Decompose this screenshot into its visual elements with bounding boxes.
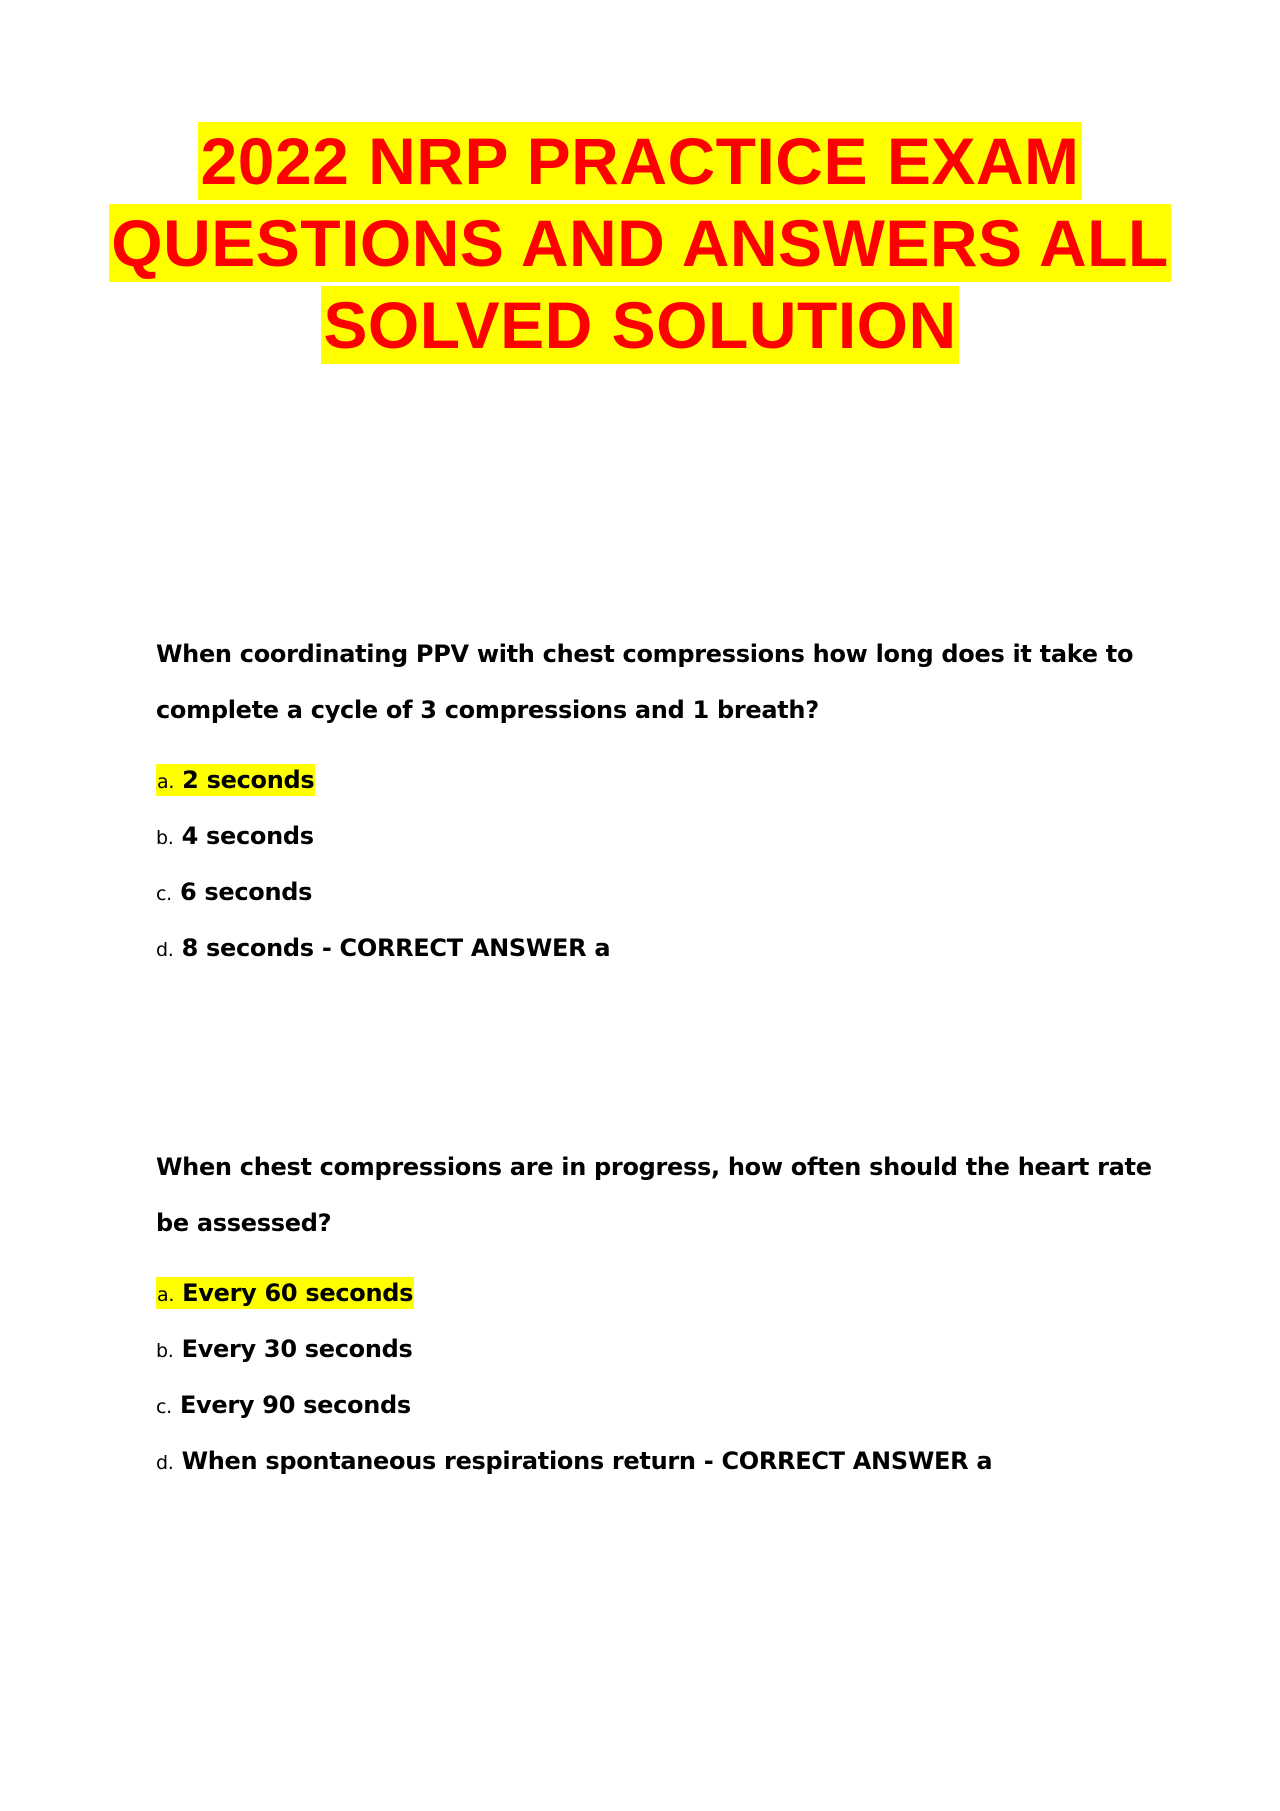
option-text: Every 60 seconds: [182, 1279, 414, 1307]
question-text: When coordinating PPV with chest compressions how long does it take to complete a cycle of 3 compressions and 1 breath?: [156, 640, 1134, 724]
option-letter: a.: [157, 771, 175, 793]
title-line-2: QUESTIONS AND ANSWERS ALL: [111, 206, 1169, 280]
option-c: [156, 1377, 1156, 1433]
option-c: [156, 864, 1156, 920]
option-text: 4 seconds: [181, 822, 314, 850]
title-line-1: 2022 NRP PRACTICE EXAM: [200, 124, 1080, 198]
answer-options: [156, 752, 1156, 976]
option-text: Every 90 seconds: [179, 1391, 411, 1419]
option-a: [156, 752, 1156, 808]
option-letter: a.: [157, 1284, 175, 1306]
option-text: 6 seconds: [179, 878, 313, 906]
title-line-3: SOLVED SOLUTION: [323, 288, 957, 362]
option-d: [156, 920, 1156, 976]
option-text: 8 seconds - CORRECT ANSWER a: [181, 934, 611, 962]
question-text: When chest compressions are in progress, how often should the heart rate be assessed?: [156, 1153, 1152, 1237]
question-1: [156, 626, 1156, 976]
answer-options: [156, 1265, 1156, 1489]
option-text: When spontaneous respirations return - CORRECT ANSWER a: [181, 1447, 993, 1475]
option-letter: d.: [156, 1452, 174, 1474]
option-letter: b.: [156, 827, 174, 849]
option-letter: c.: [156, 883, 172, 905]
option-letter: c.: [156, 1396, 172, 1418]
option-b: [156, 808, 1156, 864]
document-title: [0, 120, 1280, 366]
question-2: [156, 1139, 1156, 1489]
option-letter: d.: [156, 939, 174, 961]
option-d: [156, 1433, 1156, 1489]
option-a: [156, 1265, 1156, 1321]
option-letter: b.: [156, 1340, 174, 1362]
option-b: [156, 1321, 1156, 1377]
option-text: Every 30 seconds: [181, 1335, 413, 1363]
option-text: 2 seconds: [182, 766, 315, 794]
